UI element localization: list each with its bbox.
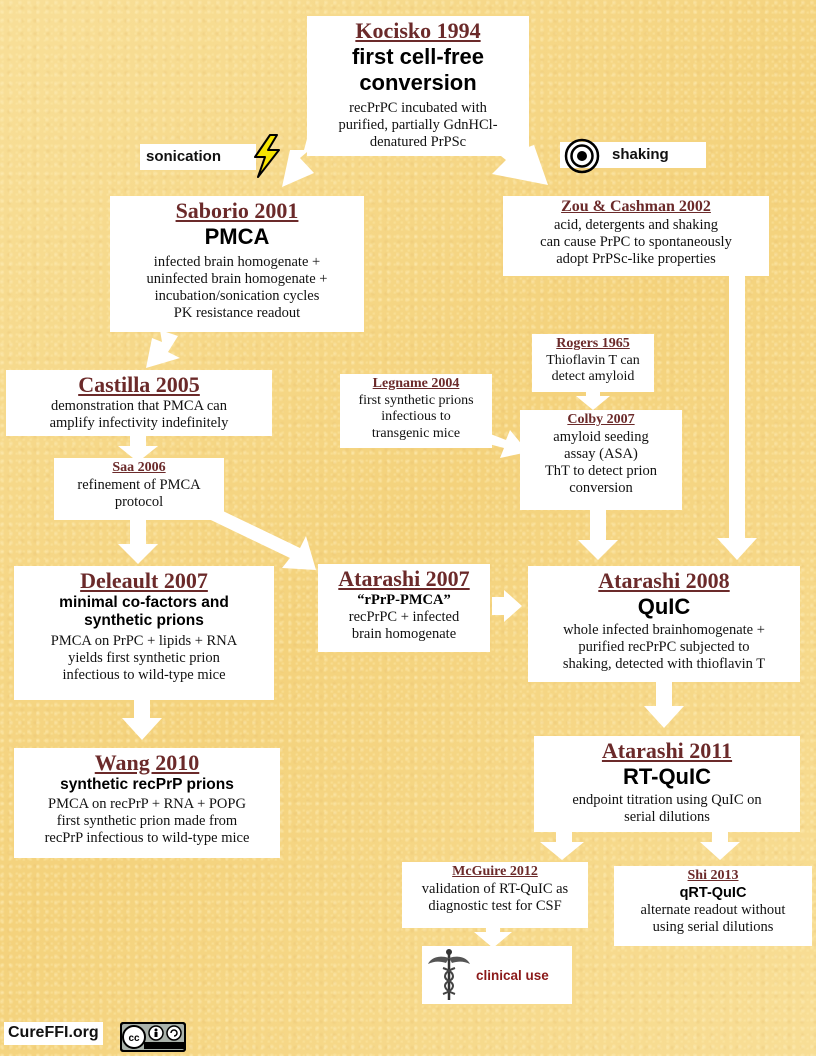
arrow-rogers-colby xyxy=(576,390,610,410)
castilla-title: Castilla 2005 xyxy=(78,372,200,397)
arrow-mcguire-clinical xyxy=(474,926,512,948)
shi-subtitle: qRT-QuIC xyxy=(679,884,747,901)
colby-desc-2: assay (ASA) xyxy=(564,445,638,462)
shaking-label: shaking xyxy=(560,142,706,168)
deleault-desc-1: PMCA on PrPC + lipids + RNA xyxy=(50,632,238,649)
atarashi-2007-box xyxy=(318,564,490,652)
deleault-2007-box xyxy=(14,566,274,700)
atarashi2008-desc-2: purified recPrPC subjected to xyxy=(578,639,750,656)
arrow-atarashi2011-shi xyxy=(700,830,740,860)
atarashi2011-desc-2: serial dilutions xyxy=(624,809,710,826)
legname-desc-1: first synthetic prions xyxy=(358,392,474,408)
saborio-subtitle: PMCA xyxy=(204,223,270,249)
saborio-desc-4: PK resistance readout xyxy=(173,305,301,322)
clinical-use-label: clinical use xyxy=(476,968,549,983)
atarashi2008-desc-3: shaking, detected with thioflavin T xyxy=(562,656,766,673)
legname-2004-box xyxy=(340,374,492,448)
cc-by-sa-icon xyxy=(120,1022,186,1052)
arrow-zou-atarashi2008 xyxy=(717,272,757,560)
legname-desc-3: transgenic mice xyxy=(371,425,461,441)
wang-desc-3: recPrP infectious to wild-type mice xyxy=(44,830,250,847)
zou-desc-2: can cause PrPC to spontaneously xyxy=(540,233,732,250)
deleault-desc-2: yields first synthetic prion xyxy=(68,649,220,666)
arrow-atarashi2007-atarashi2008 xyxy=(492,590,522,622)
arrow-saa-deleault xyxy=(118,518,158,564)
wang-title: Wang 2010 xyxy=(94,750,200,775)
deleault-desc-3: infectious to wild-type mice xyxy=(62,666,226,683)
kocisko-desc-3: denatured PrPSc xyxy=(369,134,467,151)
rogers-title: Rogers 1965 xyxy=(556,336,630,351)
deleault-subtitle-2: synthetic prions xyxy=(84,612,204,630)
arrow-colby-atarashi2008 xyxy=(578,508,618,560)
arrow-atarashi2008-atarashi2011 xyxy=(644,682,684,728)
castilla-desc-2: amplify infectivity indefinitely xyxy=(49,415,229,432)
caduceus-icon xyxy=(426,948,472,1002)
saa-2006-box xyxy=(54,458,224,520)
saa-title: Saa 2006 xyxy=(112,460,166,475)
shi-desc-2: using serial dilutions xyxy=(652,918,774,935)
arrow-saborio-castilla xyxy=(146,330,180,368)
zou-desc-1: acid, detergents and shaking xyxy=(553,216,719,233)
rogers-desc-2: detect amyloid xyxy=(551,369,635,385)
castilla-2005-box xyxy=(6,370,272,436)
colby-desc-1: amyloid seeding xyxy=(553,428,649,445)
atarashi-2011-box xyxy=(534,736,800,832)
legname-title: Legname 2004 xyxy=(372,376,460,391)
kocisko-desc-1: recPrPC incubated with xyxy=(349,99,487,116)
wang-2010-box xyxy=(14,748,280,858)
atarashi2007-title: Atarashi 2007 xyxy=(338,566,470,591)
saborio-desc-3: incubation/sonication cycles xyxy=(154,288,320,305)
zou-title: Zou & Cashman 2002 xyxy=(561,198,711,215)
rogers-desc-1: Thioflavin T can xyxy=(546,352,640,368)
deleault-title: Deleault 2007 xyxy=(80,568,208,593)
kocisko-title: Kocisko 1994 xyxy=(355,18,481,43)
colby-desc-3: ThT to detect prion xyxy=(544,462,658,479)
colby-2007-box xyxy=(520,410,682,510)
saborio-title: Saborio 2001 xyxy=(175,198,299,223)
atarashi2007-subtitle: “rPrP-PMCA” xyxy=(357,591,451,608)
lightning-icon xyxy=(250,134,282,178)
atarashi2011-subtitle: RT-QuIC xyxy=(623,763,711,789)
mcguire-title: McGuire 2012 xyxy=(452,864,538,879)
atarashi2011-title: Atarashi 2011 xyxy=(601,738,733,763)
svg-text:cc: cc xyxy=(128,1033,140,1044)
legname-desc-2: infectious to xyxy=(381,409,451,425)
atarashi2007-desc-2: brain homogenate xyxy=(351,626,457,643)
atarashi2007-desc-1: recPrPC + infected xyxy=(348,609,460,626)
saborio-desc-2: uninfected brain homogenate + xyxy=(146,271,328,288)
wang-subtitle: synthetic recPrP prions xyxy=(60,775,234,793)
shi-2013-box xyxy=(614,866,812,946)
atarashi-2008-box xyxy=(528,566,800,682)
saa-desc-2: protocol xyxy=(114,493,164,510)
mcguire-desc-2: diagnostic test for CSF xyxy=(428,897,562,914)
atarashi2011-desc-1: endpoint titration using QuIC on xyxy=(572,791,762,808)
arrow-atarashi2011-mcguire xyxy=(540,830,584,860)
atarashi2008-desc-1: whole infected brainhomogenate + xyxy=(563,621,765,638)
mcguire-2012-box xyxy=(402,862,588,928)
kocisko-subtitle-2: conversion xyxy=(359,69,477,95)
kocisko-subtitle-1: first cell-free xyxy=(351,43,485,69)
colby-title: Colby 2007 xyxy=(567,412,635,427)
kocisko-1994-box xyxy=(307,16,529,156)
zou-cashman-2002-box xyxy=(503,196,769,276)
saborio-desc-1: infected brain homogenate + xyxy=(153,253,321,270)
cureffi-brand: CureFFI.org xyxy=(4,1022,103,1045)
mcguire-desc-1: validation of RT-QuIC as xyxy=(421,880,569,897)
kocisko-desc-2: purified, partially GdnHCl- xyxy=(338,116,498,133)
wang-desc-2: first synthetic prion made from xyxy=(56,813,238,830)
atarashi2008-title: Atarashi 2008 xyxy=(598,568,730,593)
saa-desc-1: refinement of PMCA xyxy=(77,476,201,493)
atarashi2008-subtitle: QuIC xyxy=(637,593,691,619)
deleault-subtitle-1: minimal co-factors and xyxy=(59,593,229,611)
concentric-circles-icon xyxy=(564,138,600,174)
wang-desc-1: PMCA on recPrP + RNA + POPG xyxy=(48,796,246,813)
zou-desc-3: adopt PrPSc-like properties xyxy=(556,251,716,268)
castilla-desc-1: demonstration that PMCA can xyxy=(51,397,227,414)
shi-desc-1: alternate readout without xyxy=(640,901,786,918)
arrow-deleault-wang xyxy=(122,698,162,740)
sonication-label: sonication xyxy=(140,144,256,170)
shi-title: Shi 2013 xyxy=(687,868,739,883)
saborio-2001-box xyxy=(110,196,364,332)
rogers-1965-box xyxy=(532,334,654,392)
colby-desc-4: conversion xyxy=(569,479,633,496)
